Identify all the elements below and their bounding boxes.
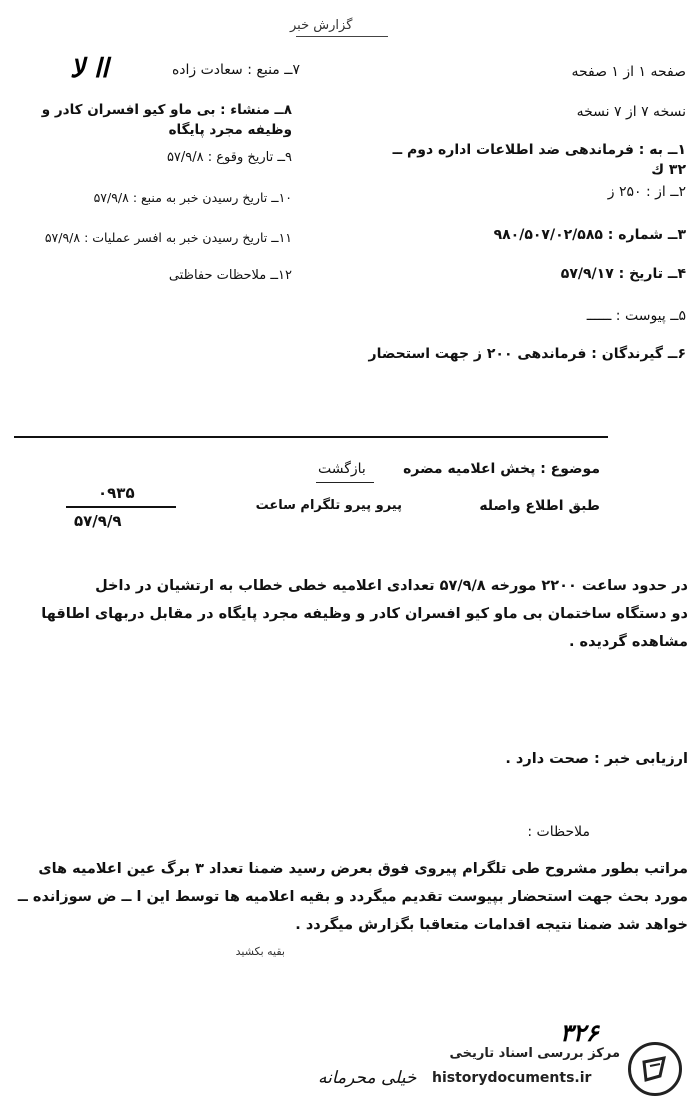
recipients-line: ۶ــ گیرندگان : فرماندهی ۲۰۰ ز جهت استحضار xyxy=(368,346,686,362)
watermark-org: مرکز بررسی اسناد تاریخی xyxy=(449,1046,620,1061)
basis-line: طبق اطلاع واصله xyxy=(479,498,600,514)
number-line: ۳ــ شماره : ۹۸۰/۵۰۷/۰۲/۵۸۵ xyxy=(493,227,686,243)
reference-number: ۰۹۳۵ xyxy=(98,484,135,502)
officer-date-line: ۱۱ــ تاریخ رسیدن خبر به افسر عملیات : ۵۷/۹/۸ xyxy=(44,230,292,245)
reference-fraction-line xyxy=(66,506,176,508)
body-line: مشاهده گردیده . xyxy=(568,634,688,650)
received-date-line: ۱۰ــ تاریخ رسیدن خبر به منبع : ۵۷/۹/۸ xyxy=(93,190,292,205)
attachment-line: ۵ــ پیوست : ــــــ xyxy=(586,308,686,324)
document-title: گزارش خبر xyxy=(290,18,353,33)
copy-line: نسخه ۷ از ۷ نسخه xyxy=(576,104,686,120)
remarks-line: مورد بحث جهت استحضار بپیوست تقدیم میگردد و بقیه اعلامیه ها توسط این ا ــ ض سوزانده ــ xyxy=(17,889,688,905)
reference-text: پیرو پیرو تلگرام ساعت xyxy=(255,498,402,513)
to-line: ۱ــ به : فرماندهی ضد اطلاعات اداره دوم ــ ۳۲ ك xyxy=(392,142,686,178)
source-line: ۷ــ منبع : سعادت زاده xyxy=(171,62,300,78)
remarks-line: مراتب بطور مشروح طی تلگرام پیروی فوق بعرض رسید ضمنا تعداد ۳ برگ عین اعلامیه های xyxy=(38,861,688,877)
header-divider xyxy=(14,436,608,438)
remarks-label: ملاحظات : xyxy=(527,824,590,840)
evaluation-line: ارزیابی خبر : صحت دارد . xyxy=(505,751,688,767)
classification-stamp: خیلی محرمانه xyxy=(318,1068,417,1088)
return-label: بازگشت xyxy=(318,461,366,477)
reference-date: ۵۷/۹/۹ xyxy=(74,512,122,530)
page-mark: ۳۲۶ xyxy=(560,1018,599,1047)
event-date-line: ۹ــ تاریخ وقوع : ۵۷/۹/۸ xyxy=(166,150,292,165)
watermark-logo-icon xyxy=(628,1042,682,1096)
subject-line: موضوع : پخش اعلامیه مضره xyxy=(403,461,600,477)
origin-line: ۸ــ منشاء : بی ماو کیو افسران کادر و وظیفه مجرد پایگاه xyxy=(41,102,292,138)
page-line: صفحه ۱ از ۱ صفحه xyxy=(571,64,686,80)
body-line: دو دستگاه ساختمان بی ماو کیو افسران کادر و وظیفه مجرد پایگاه در مقابل دربهای اطاقها xyxy=(41,606,688,622)
remarks-annotation: بقیه بکشید xyxy=(235,945,285,958)
notes-header-line: ۱۲ــ ملاحظات حفاظتی xyxy=(168,268,292,283)
from-line: ۲ــ از : ۲۵۰ ز xyxy=(607,184,686,200)
body-line: در حدود ساعت ۲۲۰۰ مورخه ۵۷/۹/۸ تعدادی اعلامیه خطی خطاب به ارتشیان در داخل xyxy=(95,578,688,594)
remarks-paragraph xyxy=(12,855,688,939)
source-initials: اا لا xyxy=(70,54,109,84)
body-paragraph xyxy=(12,572,688,656)
title-underline xyxy=(296,36,388,37)
date-line: ۴ــ تاریخ : ۵۷/۹/۱۷ xyxy=(560,266,686,282)
watermark-url: historydocuments.ir xyxy=(432,1070,592,1086)
remarks-line: خواهد شد ضمنا نتیجه اقدامات متعاقبا بگزارش میگردد . xyxy=(295,917,688,933)
return-underline xyxy=(316,482,374,483)
